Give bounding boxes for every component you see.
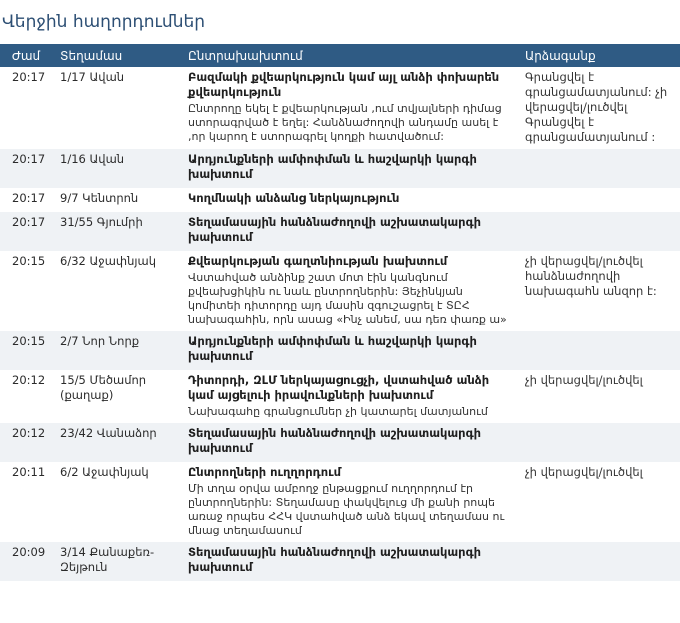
violation-title: Արդյունքների ամփոփման և հաշվարկի կարգի խախտում xyxy=(188,152,477,181)
table-row[interactable] xyxy=(0,331,680,370)
report-violation xyxy=(180,149,517,188)
header-location: Տեղամաս xyxy=(52,44,180,67)
report-time: 20:15 xyxy=(0,331,52,370)
violation-description: Մի տղա օրվա ամբողջ ընթացքում ուղղորդում էր ընտրողներին: Տեղամասը փակվելուց մի քանի րոպե առաջ որպես ՀՀԿ վստահված անձ եկավ տեղամաս ու մնաց տեղամասում xyxy=(188,482,505,537)
report-location: 1/17 Ավան xyxy=(60,70,125,84)
header-time: Ժամ xyxy=(0,44,52,67)
report-response: չի վերացվել/լուծվել xyxy=(525,373,643,387)
table-row[interactable] xyxy=(0,542,680,581)
violation-description: Վստահված անձինք շատ մոտ էին կանգնում քվեախցիկին ու նաև ընտրողներին: Յեչինկյան կոմիտեի դիտորդը այդ մասին զգուշացրել է ՏԸՀ նախագահին, որն ասաց «Ինչ անեմ, սա դեռ փառք ա» xyxy=(188,271,507,326)
table-row[interactable] xyxy=(0,462,680,542)
report-violation xyxy=(180,331,517,370)
violation-title: Ընտրողների ուղղորդում xyxy=(188,465,342,479)
violation-title: Տեղամասային հանձնաժողովի աշխատակարգի խախտում xyxy=(188,545,482,574)
report-response xyxy=(517,212,680,251)
table-row[interactable] xyxy=(0,370,680,423)
violation-title: Տեղամասային հանձնաժողովի աշխատակարգի խախտում xyxy=(188,426,482,455)
report-location: 6/2 Աջափնյակ xyxy=(60,465,149,479)
report-response xyxy=(517,149,680,188)
report-response xyxy=(517,423,680,462)
report-violation xyxy=(180,370,517,423)
report-time: 20:11 xyxy=(12,465,46,479)
report-time: 20:17 xyxy=(12,70,46,84)
violation-title: Քվեարկության գաղտնիության խախտում xyxy=(188,254,448,268)
header-response: Արձագանք xyxy=(517,44,680,67)
report-location: 2/7 Նոր Նորք xyxy=(52,331,180,370)
report-response xyxy=(517,331,680,370)
report-violation xyxy=(180,67,517,149)
violation-title: Բազմակի քվեարկություն կամ այլ անձի փոխարեն քվեարկություն xyxy=(188,70,500,99)
report-time: 20:15 xyxy=(12,254,46,268)
table-row[interactable] xyxy=(0,423,680,462)
report-response xyxy=(517,188,680,212)
report-response: չի վերացվել/լուծվել xyxy=(525,465,643,479)
report-time: 20:12 xyxy=(12,373,46,387)
table-row[interactable] xyxy=(0,67,680,149)
report-violation xyxy=(180,423,517,462)
header-violation: Ընտրախախտում xyxy=(180,44,517,67)
report-time: 20:12 xyxy=(0,423,52,462)
report-time: 20:17 xyxy=(0,149,52,188)
report-time: 20:17 xyxy=(0,212,52,251)
report-location: 15/5 Մեծամոր (քաղաք) xyxy=(60,373,147,402)
report-violation xyxy=(180,188,517,212)
violation-title: Արդյունքների ամփոփման և հաշվարկի կարգի խախտում xyxy=(188,334,477,363)
report-response xyxy=(517,542,680,581)
report-location: 1/16 Ավան xyxy=(52,149,180,188)
page-title: Վերջին հաղորդումներ xyxy=(2,12,206,32)
violation-title: Դիտորդի, ԶԼՄ ներկայացուցչի, վստահված անձի կամ այցելուի իրավունքների խախտում xyxy=(188,373,490,402)
report-location: 31/55 Գյումրի xyxy=(52,212,180,251)
table-row[interactable] xyxy=(0,149,680,188)
table-row[interactable] xyxy=(0,212,680,251)
violation-description: Նախագահը գրանցումներ չի կատարել մատյանում xyxy=(188,405,488,418)
report-location: 23/42 Վանաձոր xyxy=(52,423,180,462)
report-response: չի վերացվել/լուծվել հանձնաժողովի նախագահն անզոր է: xyxy=(525,254,657,298)
violation-title: Տեղամասային հանձնաժողովի աշխատակարգի խախտում xyxy=(188,215,482,244)
report-time: 20:09 xyxy=(0,542,52,581)
violation-title: Կողմնակի անձանց ներկայություն xyxy=(188,191,400,205)
report-violation xyxy=(180,251,517,331)
report-violation xyxy=(180,462,517,542)
report-violation xyxy=(180,542,517,581)
report-violation xyxy=(180,212,517,251)
violation-description: Ընտրողը եկել է քվեարկության ,ում տվյալների դիմաց ստորագրված է եղել: Հանձնաժողովի անդամը ասել է ,որ կարող է ստորագրել կողքի հատվածում: xyxy=(188,102,502,143)
table-row[interactable] xyxy=(0,188,680,212)
table-header-row xyxy=(0,44,680,67)
report-location: 6/32 Աջափնյակ xyxy=(60,254,157,268)
report-response: Գրանցվել է գրանցամատյանում: չի վերացվել/լուծվել Գրանցվել է գրանցամատյանում : xyxy=(525,70,668,144)
reports-table xyxy=(0,44,680,581)
report-time: 20:17 xyxy=(12,191,46,205)
table-row[interactable] xyxy=(0,251,680,331)
report-location: 9/7 Կենտրոն xyxy=(60,191,139,205)
report-location: 3/14 Քանաքեռ-Զեյթուն xyxy=(52,542,180,581)
